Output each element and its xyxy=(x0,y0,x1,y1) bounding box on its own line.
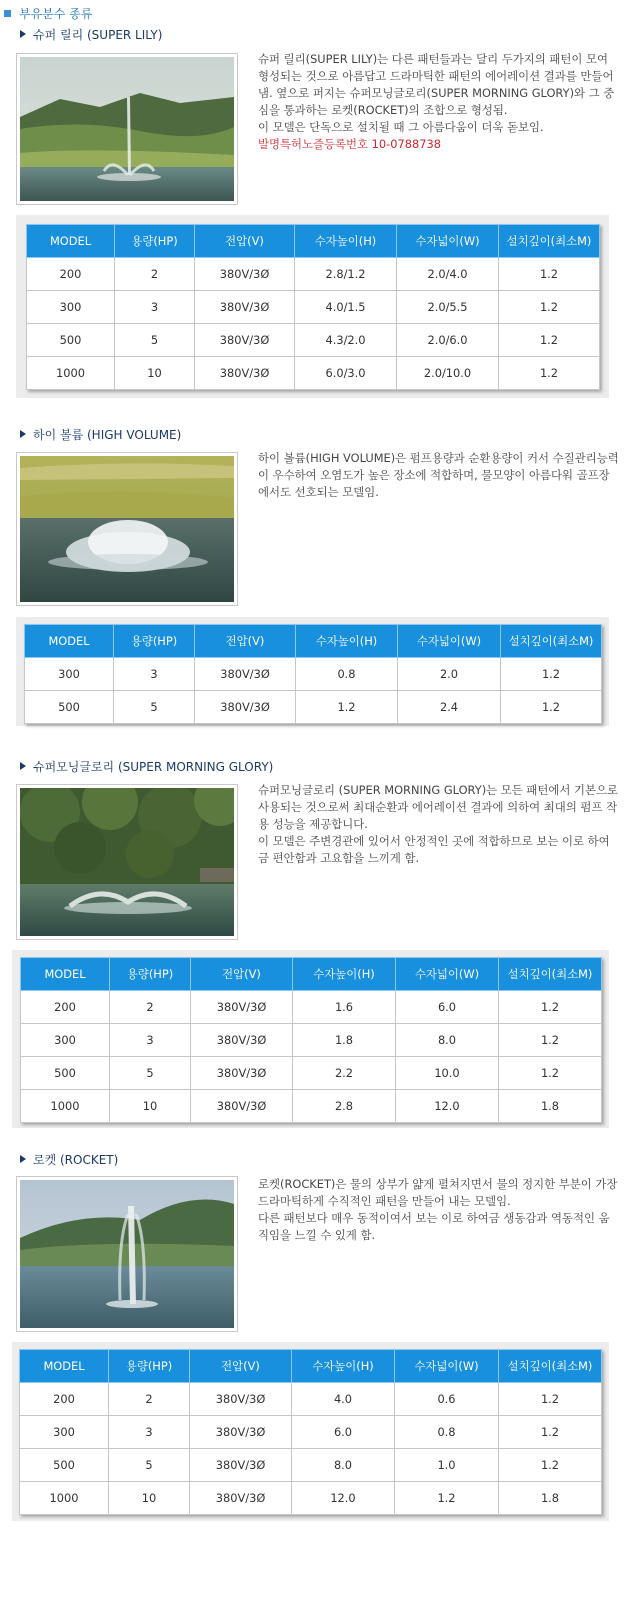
section-title: 로켓 (ROCKET) xyxy=(20,1151,118,1168)
section-title: 슈퍼모닝글로리 (SUPER MORNING GLORY) xyxy=(20,758,273,775)
column-header: 설치깊이(최소M) xyxy=(501,625,602,658)
column-header: 수자높이(H) xyxy=(295,225,397,258)
fountain-photo xyxy=(16,452,238,606)
high-volume-fountain-image xyxy=(20,456,234,602)
table-header-row xyxy=(27,225,600,258)
spec-table xyxy=(20,957,602,1123)
section-description: 로켓(ROCKET)은 물의 상부가 얇게 펼쳐지면서 물의 정지한 부분이 가장 드라마틱하게 수직적인 패턴을 만들어 내는 모델임. 다른 패턴보다 매우 동적이여서 보는 이로 하여금 생동감과 역동적인 움직임을 느낄 수 있게 함. xyxy=(258,1177,618,1242)
table-row: 300 3 380V/3Ø 0.8 2.0 1.2 xyxy=(25,658,602,691)
column-header: 설치깊이(최소M) xyxy=(499,1350,602,1383)
column-header: 수자넓이(W) xyxy=(395,1350,499,1383)
page-heading-text: 부유분수 종류 xyxy=(19,6,93,21)
section-title: 슈퍼 릴리 (SUPER LILY) xyxy=(20,26,162,43)
fountain-photo xyxy=(16,784,238,940)
triangle-bullet-icon xyxy=(20,30,26,38)
table-row: 500 5 380V/3Ø 8.0 1.0 1.2 xyxy=(20,1449,602,1482)
column-header: MODEL xyxy=(27,225,115,258)
column-header: 수자넓이(W) xyxy=(396,958,499,991)
fountain-photo xyxy=(16,1176,238,1332)
column-header: 수자높이(H) xyxy=(293,958,396,991)
column-header: 용량(HP) xyxy=(110,958,191,991)
spec-table xyxy=(19,1349,602,1515)
table-row: 200 2 380V/3Ø 4.0 0.6 1.2 xyxy=(20,1383,602,1416)
column-header: 수자넓이(W) xyxy=(397,225,499,258)
table-row: 200 2 380V/3Ø 1.6 6.0 1.2 xyxy=(21,991,602,1024)
column-header: 전압(V) xyxy=(190,1350,292,1383)
table-row: 1000 10 380V/3Ø 2.8 12.0 1.8 xyxy=(21,1090,602,1123)
table-row: 500 5 380V/3Ø 2.2 10.0 1.2 xyxy=(21,1057,602,1090)
column-header: 전압(V) xyxy=(191,958,293,991)
column-header: 용량(HP) xyxy=(109,1350,190,1383)
spec-table xyxy=(24,624,602,724)
triangle-bullet-icon xyxy=(20,762,26,770)
column-header: 용량(HP) xyxy=(115,225,195,258)
table-row: 200 2 380V/3Ø 2.8/1.2 2.0/4.0 1.2 xyxy=(27,258,600,291)
column-header: 설치깊이(최소M) xyxy=(499,225,600,258)
table-header-row xyxy=(25,625,602,658)
spec-table-panel xyxy=(16,215,609,398)
table-row: 300 3 380V/3Ø 4.0/1.5 2.0/5.5 1.2 xyxy=(27,291,600,324)
table-row: 1000 10 380V/3Ø 6.0/3.0 2.0/10.0 1.2 xyxy=(27,357,600,390)
table-row: 300 3 380V/3Ø 1.8 8.0 1.2 xyxy=(21,1024,602,1057)
section-description: 슈퍼모닝글로리 (SUPER MORNING GLORY)는 모든 패턴에서 기본으로 사용되는 것으로써 최대순환과 에어레이션 결과에 의하여 최대의 펌프 작용 성능을 제공합니다. 이 모델은 주변경관에 있어서 안정적인 곳에 적합하므로 보는 이로 하여금 편안함과 고요함을 느끼게 함. xyxy=(258,783,619,865)
column-header: 전압(V) xyxy=(195,625,296,658)
section-title: 하이 볼륨 (HIGH VOLUME) xyxy=(20,426,181,443)
column-header: 수자높이(H) xyxy=(296,625,398,658)
table-row: 500 5 380V/3Ø 4.3/2.0 2.0/6.0 1.2 xyxy=(27,324,600,357)
table-row: 1000 10 380V/3Ø 12.0 1.2 1.8 xyxy=(20,1482,602,1515)
table-row: 500 5 380V/3Ø 1.2 2.4 1.2 xyxy=(25,691,602,724)
triangle-bullet-icon xyxy=(20,430,26,438)
page-heading xyxy=(4,4,92,22)
column-header: MODEL xyxy=(25,625,114,658)
column-header: 용량(HP) xyxy=(114,625,195,658)
column-header: 수자높이(H) xyxy=(292,1350,395,1383)
spec-table-panel xyxy=(16,617,609,726)
column-header: 전압(V) xyxy=(195,225,295,258)
super-lily-fountain-image xyxy=(20,57,234,201)
column-header: MODEL xyxy=(21,958,110,991)
super-morning-glory-fountain-image xyxy=(20,788,234,936)
spec-table xyxy=(26,224,600,390)
section-description: 슈퍼 릴리(SUPER LILY)는 다른 패턴들과는 달리 두가지의 패턴이 모여 형성되는 것으로 아름답고 드라마틱한 패턴의 에어레이션 결과를 만들어 냄. 옆으로 퍼지는 슈퍼모닝글로리(SUPER MORNING GLORY)와 그 중심을 통과하는 로켓(ROCKET)의 조합으로 형성됨. 이 모델은 단독으로 설치될 때 그 아름다움이 더욱 돋보임. 발명특허노즐등록번호 10-0788738 xyxy=(258,51,620,153)
table-header-row xyxy=(20,1350,602,1383)
triangle-bullet-icon xyxy=(20,1155,26,1163)
column-header: MODEL xyxy=(20,1350,109,1383)
table-row: 300 3 380V/3Ø 6.0 0.8 1.2 xyxy=(20,1416,602,1449)
fountain-photo xyxy=(16,53,238,205)
column-header: 설치깊이(최소M) xyxy=(499,958,602,991)
spec-table-panel xyxy=(12,950,609,1128)
spec-table-panel xyxy=(12,1342,609,1521)
section-description: 하이 볼륨(HIGH VOLUME)은 펌프용량과 순환용량이 커서 수질관리능력이 우수하여 오염도가 높은 장소에 적합하며, 물모양이 아름다워 골프장에서도 선호되는 모델임. xyxy=(258,451,619,499)
column-header: 수자넓이(W) xyxy=(398,625,501,658)
square-bullet-icon xyxy=(4,10,11,17)
table-header-row xyxy=(21,958,602,991)
rocket-fountain-image xyxy=(20,1180,234,1328)
patent-number: 발명특허노즐등록번호 10-0788738 xyxy=(258,137,441,151)
